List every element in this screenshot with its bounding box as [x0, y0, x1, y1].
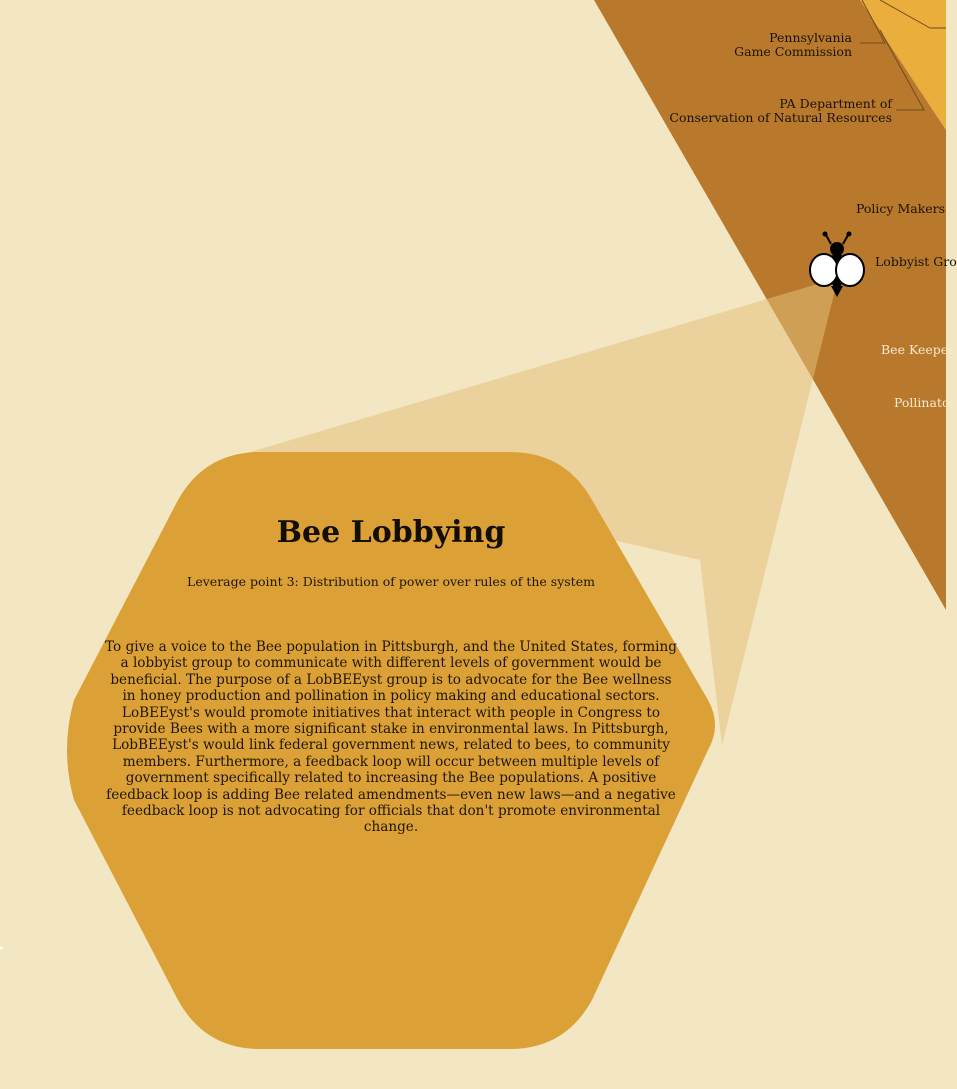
label-policy-makers: Policy Makers: [856, 201, 946, 216]
hexagon-content: [60, 450, 722, 1050]
label-bee-keepers: Bee Keeper: [881, 342, 955, 357]
label-pollinators: Pollinato: [894, 395, 950, 410]
card-body: To give a voice to the Bee population in Pittsburgh, and the United States, forming a lobbyist group to communicate with different levels of government would be beneficial. The purpose of a LobBEEyst group is to advocate for the Bee wellness in honey production and pollination in policy making and educational sectors. LoBEEyst's would promote initiatives that interact with people in Congress to provide Bees with a more significant stake in environmental laws. In Pittsburgh, LobBEEyst's would link federal government news, related to bees, to community members. Furthermore, a feedback loop will occur between multiple levels of government specifically related to increasing the Bee populations. A positive feedback loop is adding Bee related amendments—even new laws—and a negative feedback loop is not advocating for officials that don't promote environmental change.: [105, 639, 677, 836]
label-dcnr: PA Department of Conservation of Natural Resources: [669, 96, 892, 125]
edge-dot: [0, 947, 3, 950]
label-game-commission: Pennsylvania Game Commission: [734, 30, 852, 59]
card-subtitle: Leverage point 3: Distribution of power over rules of the system: [187, 574, 595, 589]
label-lobbyist-groups: Lobbyist Gro: [875, 254, 957, 269]
card-title: Bee Lobbying: [276, 515, 506, 550]
